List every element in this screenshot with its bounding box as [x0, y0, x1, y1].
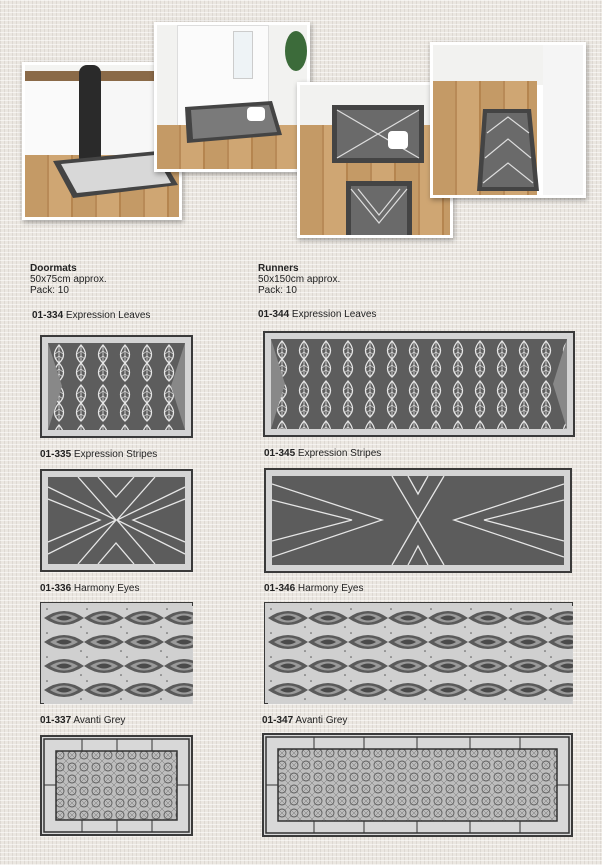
runners-size: 50x150cm approx. — [258, 274, 341, 285]
product-code: 01-334 — [32, 310, 64, 321]
product-label — [264, 583, 364, 594]
product-label — [32, 310, 150, 321]
product-name: Harmony Eyes — [297, 583, 364, 594]
hallway-runner-icon — [473, 103, 543, 198]
photo-hallway-runner — [430, 42, 586, 198]
product-name: Avanti Grey — [295, 715, 348, 726]
doormats-header — [30, 263, 107, 296]
product-label — [40, 449, 157, 460]
doorway-mat-icon — [177, 97, 287, 147]
product-label — [258, 309, 376, 320]
runners-header — [258, 263, 340, 296]
product-code: 01-344 — [258, 309, 290, 320]
product-code: 01-335 — [40, 449, 72, 460]
product-code: 01-337 — [40, 715, 72, 726]
product-name: Expression Stripes — [73, 449, 158, 460]
product-code: 01-336 — [40, 583, 72, 594]
hallway-doormats-icon — [328, 103, 428, 238]
mat-avanti-grey-doormat — [40, 735, 193, 836]
product-label — [262, 715, 347, 726]
product-name: Harmony Eyes — [73, 583, 140, 594]
mat-expression-leaves-runner — [263, 331, 575, 437]
mat-expression-stripes-runner — [264, 468, 572, 573]
product-name: Expression Leaves — [291, 309, 377, 320]
product-code: 01-346 — [264, 583, 296, 594]
product-code: 01-347 — [262, 715, 294, 726]
runners-pack: Pack: 10 — [258, 285, 297, 296]
product-code: 01-345 — [264, 448, 296, 459]
doormats-size: 50x75cm approx. — [30, 274, 107, 285]
product-name: Expression Stripes — [297, 448, 382, 459]
product-name: Avanti Grey — [73, 715, 126, 726]
photo-doorway — [154, 22, 310, 172]
runners-title: Runners — [258, 263, 299, 274]
doormats-pack: Pack: 10 — [30, 285, 69, 296]
product-label — [40, 715, 125, 726]
product-label — [264, 448, 381, 459]
product-label — [40, 583, 140, 594]
mat-harmony-eyes-runner — [264, 602, 573, 704]
mat-expression-stripes-doormat — [40, 469, 193, 572]
product-name: Expression Leaves — [65, 310, 151, 321]
mat-expression-leaves-doormat — [40, 335, 193, 438]
mat-avanti-grey-runner — [262, 733, 573, 837]
doormats-title: Doormats — [30, 263, 77, 274]
mat-harmony-eyes-doormat — [40, 602, 193, 704]
